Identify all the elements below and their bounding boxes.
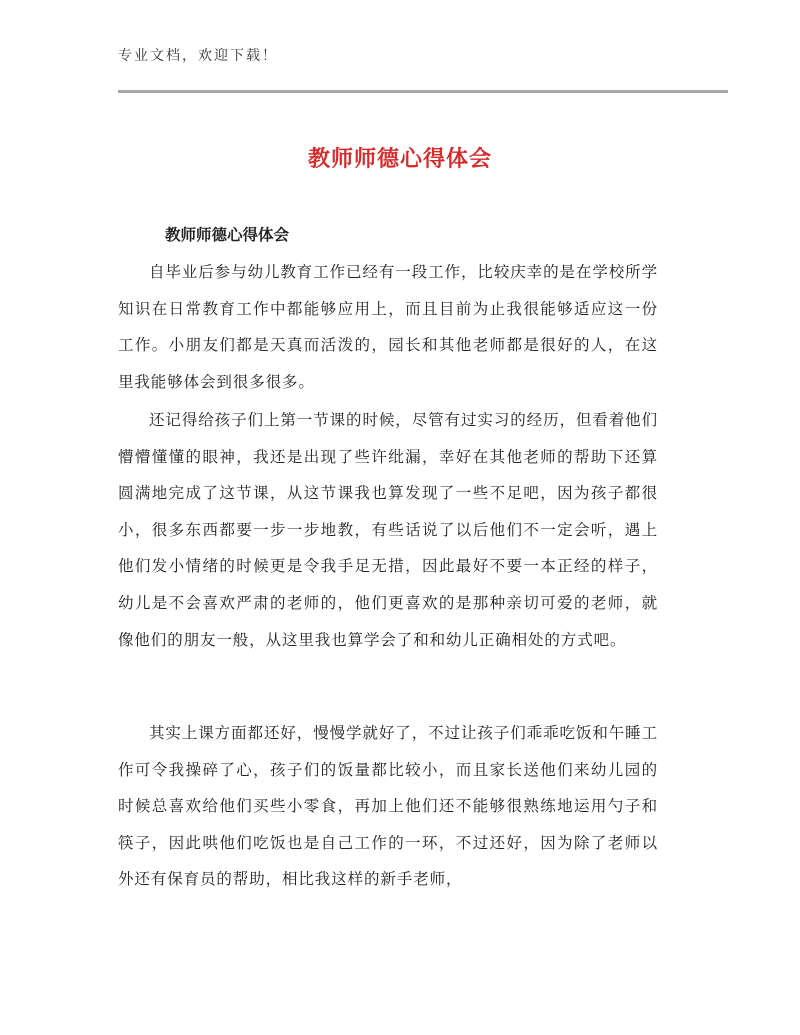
document-title: 教师师德心得体会 bbox=[307, 147, 492, 172]
page-header-text: 专业文档，欢迎下载！ bbox=[118, 48, 278, 64]
header-divider bbox=[118, 90, 728, 93]
document-subtitle: 教师师德心得体会 bbox=[165, 226, 290, 244]
paragraph-2: 还记得给孩子们上第一节课的时候，尽管有过实习的经历，但看着他们懵懵懂懂的眼神，我还是出现了些许纰漏，幸好在其他老师的帮助下还算圆满地完成了这节课，从这节课我也算发现了一些不足吧，因为孩子都很小，很多东西都要一步一步地教，有些话说了以后他们不一定会听，遇上他们发小情绪的时候更是令我手足无措，因此最好不要一本正经的样子，幼儿是不会喜欢严肃的老师的，他们更喜欢的是那种亲切可爱的老师，就像他们的朋友一般，从这里我也算学会了和和幼儿正确相处的方式吧。 bbox=[118, 411, 658, 649]
paragraph-1: 自毕业后参与幼儿教育工作已经有一段工作，比较庆幸的是在学校所学知识在日常教育工作中都能够应用上，而且目前为止我很能够适应这一份工作。小朋友们都是天真而活泼的，园长和其他老师都是很好的人，在这里我能够体会到很多很多。 bbox=[118, 263, 658, 391]
paragraph-3: 其实上课方面都还好，慢慢学就好了，不过让孩子们乖乖吃饭和午睡工作可令我操碎了心，孩子们的饭量都比较小，而且家长送他们来幼儿园的时候总喜欢给他们买些小零食，再加上他们还不能够很熟练地运用勺子和筷子，因此哄他们吃饭也是自己工作的一环，不过还好，因为除了老师以外还有保育员的帮助，相比我这样的新手老师， bbox=[118, 724, 658, 889]
